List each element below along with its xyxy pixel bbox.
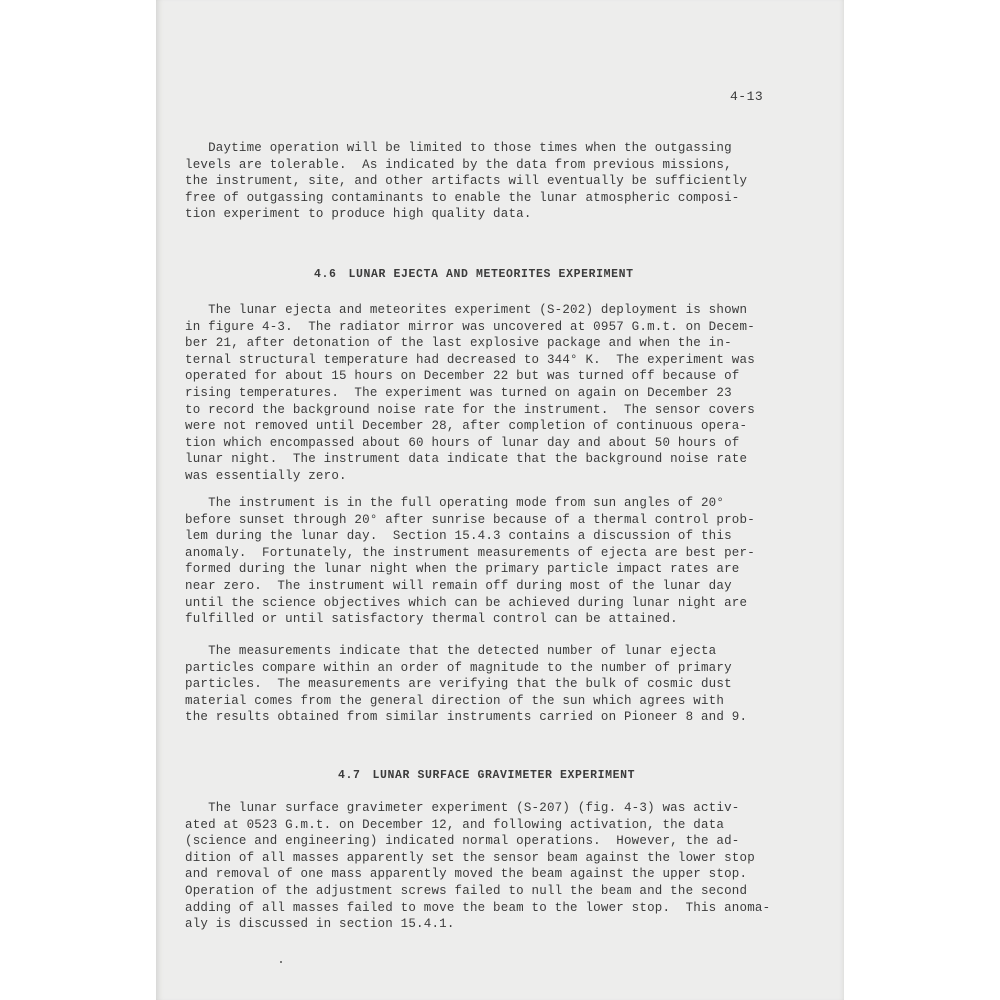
text-line: lunar night. The instrument data indicate that the background noise rate <box>185 452 748 467</box>
section-4-6-paragraph-3 <box>185 643 747 726</box>
text-line: anomaly. Fortunately, the instrument measurements of ejecta are best per- <box>185 545 755 560</box>
intro-paragraph <box>185 140 747 223</box>
text-line: particles. The measurements are verifying that the bulk of cosmic dust <box>185 677 732 692</box>
section-heading-4-6 <box>284 255 634 294</box>
text-line: formed during the lunar night when the primary particle impact rates are <box>185 562 740 577</box>
text-line: until the science objectives which can be achieved during lunar night are <box>185 595 748 610</box>
section-4-7-paragraph-1 <box>185 800 770 933</box>
text-line: Operation of the adjustment screws failed to null the beam and the second <box>185 883 748 898</box>
text-line: levels are tolerable. As indicated by the data from previous missions, <box>185 157 732 172</box>
text-line: tion experiment to produce high quality data. <box>185 207 532 222</box>
text-line: The measurements indicate that the detected number of lunar ejecta <box>185 644 717 658</box>
text-line: (science and engineering) indicated normal operations. However, the ad- <box>185 834 740 849</box>
text-line: ternal structural temperature had decreased to 344° K. The experiment was <box>185 352 755 367</box>
text-line: were not removed until December 28, after completion of continuous opera- <box>185 419 748 434</box>
text-line: lem during the lunar day. Section 15.4.3 contains a discussion of this <box>185 529 732 544</box>
section-title: LUNAR EJECTA AND METEORITES EXPERIMENT <box>348 268 634 281</box>
text-line: the instrument, site, and other artifacts will eventually be sufficiently <box>185 174 748 189</box>
section-title: LUNAR SURFACE GRAVIMETER EXPERIMENT <box>372 769 636 782</box>
section-4-6-paragraph-2 <box>185 495 755 628</box>
text-line: Daytime operation will be limited to those times when the outgassing <box>185 141 732 155</box>
text-line: ated at 0523 G.m.t. on December 12, and following activation, the data <box>185 817 725 832</box>
section-number: 4.6 <box>314 268 337 281</box>
stray-ink-mark <box>280 961 282 963</box>
text-line: ber 21, after detonation of the last explosive package and when the in- <box>185 336 732 351</box>
section-4-6-paragraph-1 <box>185 302 755 485</box>
text-line: aly is discussed in section 15.4.1. <box>185 917 455 932</box>
text-line: to record the background noise rate for the instrument. The sensor covers <box>185 402 755 417</box>
text-line: material comes from the general direction of the sun which agrees with <box>185 693 725 708</box>
text-line: adding of all masses failed to move the beam to the lower stop. This anoma- <box>185 900 771 915</box>
text-line: dition of all masses apparently set the sensor beam against the lower stop <box>185 850 755 865</box>
text-line: in figure 4-3. The radiator mirror was uncovered at 0957 G.m.t. on Decem- <box>185 319 755 334</box>
text-line: operated for about 15 hours on December 22 but was turned off because of <box>185 369 740 384</box>
text-line: near zero. The instrument will remain off during most of the lunar day <box>185 578 732 593</box>
text-line: was essentially zero. <box>185 468 347 483</box>
text-line: tion which encompassed about 60 hours of lunar day and about 50 hours of <box>185 435 740 450</box>
text-line: and removal of one mass apparently moved the beam against the upper stop. <box>185 867 748 882</box>
section-number: 4.7 <box>338 769 361 782</box>
text-line: The lunar ejecta and meteorites experiment (S-202) deployment is shown <box>185 303 748 317</box>
document-page <box>156 0 844 1000</box>
text-line: The lunar surface gravimeter experiment (S-207) (fig. 4-3) was activ- <box>185 801 740 815</box>
page-number: 4-13 <box>730 89 764 104</box>
text-line: before sunset through 20° after sunrise because of a thermal control prob- <box>185 512 755 527</box>
text-line: free of outgassing contaminants to enable the lunar atmospheric composi- <box>185 190 740 205</box>
text-line: the results obtained from similar instruments carried on Pioneer 8 and 9. <box>185 710 748 725</box>
text-line: The instrument is in the full operating mode from sun angles of 20° <box>185 496 725 510</box>
text-line: fulfilled or until satisfactory thermal control can be attained. <box>185 612 678 627</box>
section-heading-4-7 <box>308 756 635 795</box>
text-line: particles compare within an order of magnitude to the number of primary <box>185 660 732 675</box>
text-line: rising temperatures. The experiment was turned on again on December 23 <box>185 385 732 400</box>
